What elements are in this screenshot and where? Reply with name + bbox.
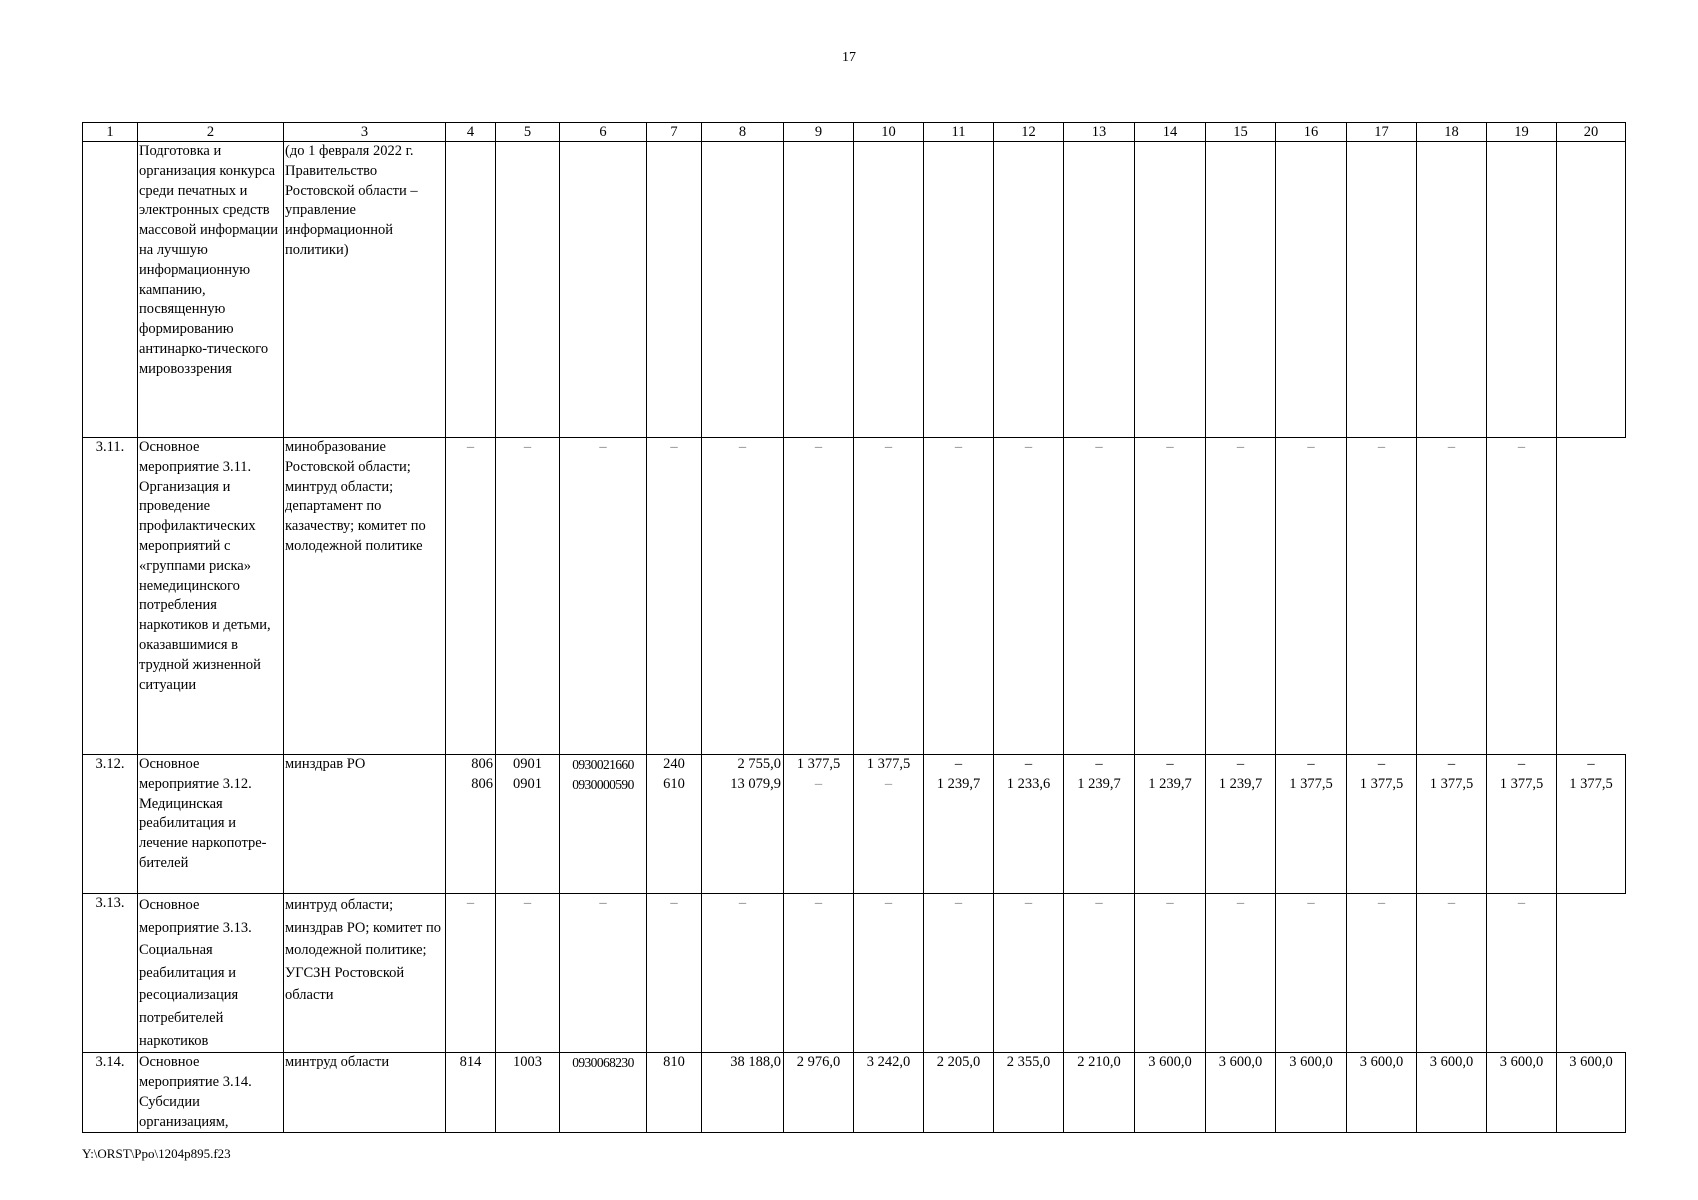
dash-cell: – xyxy=(647,894,702,1053)
cell-line: 0901 xyxy=(513,775,542,792)
table-row xyxy=(83,755,1626,894)
empty-cell xyxy=(854,142,924,438)
dash-cell: – xyxy=(784,894,854,1053)
year-amount xyxy=(1487,755,1557,894)
year-amount xyxy=(1064,755,1135,894)
year-amount: 3 600,0 xyxy=(1487,1053,1557,1133)
executor: минздрав РО xyxy=(284,755,446,894)
dash-cell: – xyxy=(1276,438,1347,755)
dash-cell: – xyxy=(1487,438,1557,755)
empty-cell xyxy=(647,142,702,438)
dash-cell: – xyxy=(1135,894,1206,1053)
column-number-row xyxy=(83,123,1626,142)
cell-line: 610 xyxy=(663,775,685,792)
empty-cell xyxy=(1487,142,1557,438)
col-header-7: 7 xyxy=(647,123,702,142)
cell-line: 806 xyxy=(471,775,493,792)
dash-cell: – xyxy=(994,438,1064,755)
year-amount: 2 355,0 xyxy=(994,1053,1064,1133)
dash-cell: – xyxy=(1206,438,1276,755)
year-amount xyxy=(1206,755,1276,894)
ministry-code xyxy=(446,755,496,894)
dash-cell: – xyxy=(647,438,702,755)
col-header-14: 14 xyxy=(1135,123,1206,142)
activity-name: Основное мероприятие 3.14. Субсидии организациям, xyxy=(138,1053,284,1133)
year-amount: 3 600,0 xyxy=(1347,1053,1417,1133)
cell-line: – xyxy=(1517,756,1526,772)
dash-cell: – xyxy=(1347,894,1417,1053)
col-header-9: 9 xyxy=(784,123,854,142)
year-amount xyxy=(994,755,1064,894)
dash-cell: – xyxy=(496,438,560,755)
dash-cell: – xyxy=(496,894,560,1053)
dash-cell: – xyxy=(1417,438,1487,755)
dash-cell: – xyxy=(784,438,854,755)
cell-line: – xyxy=(814,775,823,792)
col-header-18: 18 xyxy=(1417,123,1487,142)
col-header-1: 1 xyxy=(83,123,138,142)
year-amount: 2 205,0 xyxy=(924,1053,994,1133)
dash-cell: – xyxy=(1347,438,1417,755)
year-amount: 3 600,0 xyxy=(1206,1053,1276,1133)
dash-cell: – xyxy=(446,438,496,755)
dash-cell: – xyxy=(446,894,496,1053)
cell-line: – xyxy=(954,756,963,772)
year-amount xyxy=(924,755,994,894)
table-row xyxy=(83,438,1626,755)
col-header-11: 11 xyxy=(924,123,994,142)
cell-line: 1 377,5 xyxy=(796,756,841,772)
cell-line: 1 377,5 xyxy=(1569,775,1613,792)
page-number: 17 xyxy=(842,50,856,65)
table-row xyxy=(83,142,1626,438)
dash-cell: – xyxy=(1206,894,1276,1053)
year-amount xyxy=(1276,755,1347,894)
cell-line: 13 079,9 xyxy=(730,775,781,792)
year-amount xyxy=(1557,755,1626,894)
year-amount: 3 242,0 xyxy=(854,1053,924,1133)
cell-line: – xyxy=(1307,756,1315,772)
col-header-8: 8 xyxy=(702,123,784,142)
activity-name: Основное мероприятие 3.11. Организация и проведение профилактических мероприятий с «группами риска» немедицинского потребления наркотиков и детьми, оказавшимися в трудной жизненной ситуации xyxy=(138,438,284,755)
dash-cell: – xyxy=(1417,894,1487,1053)
dash-cell: – xyxy=(702,438,784,755)
row-number: 3.12. xyxy=(83,755,138,894)
col-header-4: 4 xyxy=(446,123,496,142)
section-code xyxy=(496,755,560,894)
expense-type-code xyxy=(647,755,702,894)
empty-cell xyxy=(446,142,496,438)
cell-line: 1 239,7 xyxy=(1077,775,1121,792)
target-article-code: 0930068230 xyxy=(560,1053,647,1133)
dash-cell: – xyxy=(924,894,994,1053)
activity-name: Основное мероприятие 3.13. Социальная реабилитация и ресоциализация потребителей наркотиков xyxy=(138,894,284,1053)
cell-line: – xyxy=(1166,756,1174,772)
empty-cell xyxy=(1557,142,1626,438)
year-amount: 2 210,0 xyxy=(1064,1053,1135,1133)
program-table xyxy=(82,122,1626,1133)
empty-cell xyxy=(1276,142,1347,438)
empty-cell xyxy=(702,142,784,438)
row-number: 3.11. xyxy=(83,438,138,755)
cell-line: 0901 xyxy=(513,756,542,772)
section-code: 1003 xyxy=(496,1053,560,1133)
year-amount xyxy=(854,755,924,894)
cell-line: 2 755,0 xyxy=(737,756,781,772)
year-amount xyxy=(1347,755,1417,894)
cell-line: – xyxy=(1377,756,1386,772)
cell-line: 1 239,7 xyxy=(1148,775,1192,792)
cell-line: 0930021660 xyxy=(572,757,634,772)
expense-type-code: 810 xyxy=(647,1053,702,1133)
executor: минтруд области xyxy=(284,1053,446,1133)
col-header-15: 15 xyxy=(1206,123,1276,142)
executor: минтруд области; минздрав РО; комитет по молодежной политике; УГСЗН Ростовской области xyxy=(284,894,446,1053)
empty-cell xyxy=(1206,142,1276,438)
file-path-footer: Y:\ORST\Ppo\1204p895.f23 xyxy=(82,1146,231,1161)
executor: минобразование Ростовской области; минтруд области; департамент по казачеству; комитет по молодежной политике xyxy=(284,438,446,755)
dash-cell: – xyxy=(1135,438,1206,755)
activity-name: Подготовка и организация конкурса среди печатных и электронных средств массовой информации на лучшую информационную кампанию, посвященную формированию антинарко-тического мировоззрения xyxy=(138,142,284,438)
cell-line: 0930000590 xyxy=(572,776,634,792)
table-row xyxy=(83,894,1626,1053)
empty-cell xyxy=(496,142,560,438)
cell-line: 806 xyxy=(471,756,493,772)
row-number: 3.13. xyxy=(83,894,138,1053)
executor: (до 1 февраля 2022 г. Правительство Ростовской области – управление информационной политики) xyxy=(284,142,446,438)
col-header-3: 3 xyxy=(284,123,446,142)
dash-cell: – xyxy=(1064,894,1135,1053)
cell-line: 1 239,7 xyxy=(936,775,981,792)
empty-cell xyxy=(1064,142,1135,438)
col-header-17: 17 xyxy=(1347,123,1417,142)
row-number xyxy=(83,142,138,438)
empty-cell xyxy=(924,142,994,438)
dash-cell: – xyxy=(854,894,924,1053)
year-amount: 3 600,0 xyxy=(1135,1053,1206,1133)
target-article-code xyxy=(560,755,647,894)
year-amount: 3 600,0 xyxy=(1276,1053,1347,1133)
empty-cell xyxy=(560,142,647,438)
empty-cell xyxy=(1135,142,1206,438)
cell-line: – xyxy=(1587,756,1595,772)
cell-line: 1 377,5 xyxy=(1429,775,1474,792)
cell-line: – xyxy=(1024,756,1033,772)
col-header-20: 20 xyxy=(1557,123,1626,142)
cell-line: – xyxy=(1236,756,1245,772)
cell-line: 1 377,5 xyxy=(1499,775,1544,792)
cell-line: – xyxy=(1095,756,1103,772)
col-header-2: 2 xyxy=(138,123,284,142)
cell-line: 1 239,7 xyxy=(1218,775,1263,792)
ministry-code: 814 xyxy=(446,1053,496,1133)
empty-cell xyxy=(784,142,854,438)
year-amount xyxy=(1135,755,1206,894)
col-header-10: 10 xyxy=(854,123,924,142)
col-header-13: 13 xyxy=(1064,123,1135,142)
total-amount xyxy=(702,755,784,894)
cell-line: 1 377,5 xyxy=(1289,775,1333,792)
col-header-19: 19 xyxy=(1487,123,1557,142)
empty-cell xyxy=(994,142,1064,438)
dash-cell: – xyxy=(854,438,924,755)
total-amount: 38 188,0 xyxy=(702,1053,784,1133)
year-amount xyxy=(1417,755,1487,894)
cell-line: 1 377,5 xyxy=(866,756,911,772)
cell-line: 1 377,5 xyxy=(1359,775,1404,792)
activity-name: Основное мероприятие 3.12. Медицинская реабилитация и лечение наркопотре-бителей xyxy=(138,755,284,894)
col-header-16: 16 xyxy=(1276,123,1347,142)
col-header-12: 12 xyxy=(994,123,1064,142)
cell-line: – xyxy=(1447,756,1456,772)
cell-line: – xyxy=(884,775,893,792)
dash-cell: – xyxy=(560,438,647,755)
dash-cell: – xyxy=(560,894,647,1053)
cell-line: 1 233,6 xyxy=(1006,775,1051,792)
dash-cell: – xyxy=(1064,438,1135,755)
cell-line: 240 xyxy=(663,756,685,772)
dash-cell: – xyxy=(702,894,784,1053)
row-number: 3.14. xyxy=(83,1053,138,1133)
year-amount: 2 976,0 xyxy=(784,1053,854,1133)
col-header-6: 6 xyxy=(560,123,647,142)
dash-cell: – xyxy=(1276,894,1347,1053)
table-row xyxy=(83,1053,1626,1133)
col-header-5: 5 xyxy=(496,123,560,142)
empty-cell xyxy=(1347,142,1417,438)
dash-cell: – xyxy=(924,438,994,755)
year-amount: 3 600,0 xyxy=(1557,1053,1626,1133)
year-amount: 3 600,0 xyxy=(1417,1053,1487,1133)
dash-cell: – xyxy=(1487,894,1557,1053)
year-amount xyxy=(784,755,854,894)
empty-cell xyxy=(1417,142,1487,438)
dash-cell: – xyxy=(994,894,1064,1053)
